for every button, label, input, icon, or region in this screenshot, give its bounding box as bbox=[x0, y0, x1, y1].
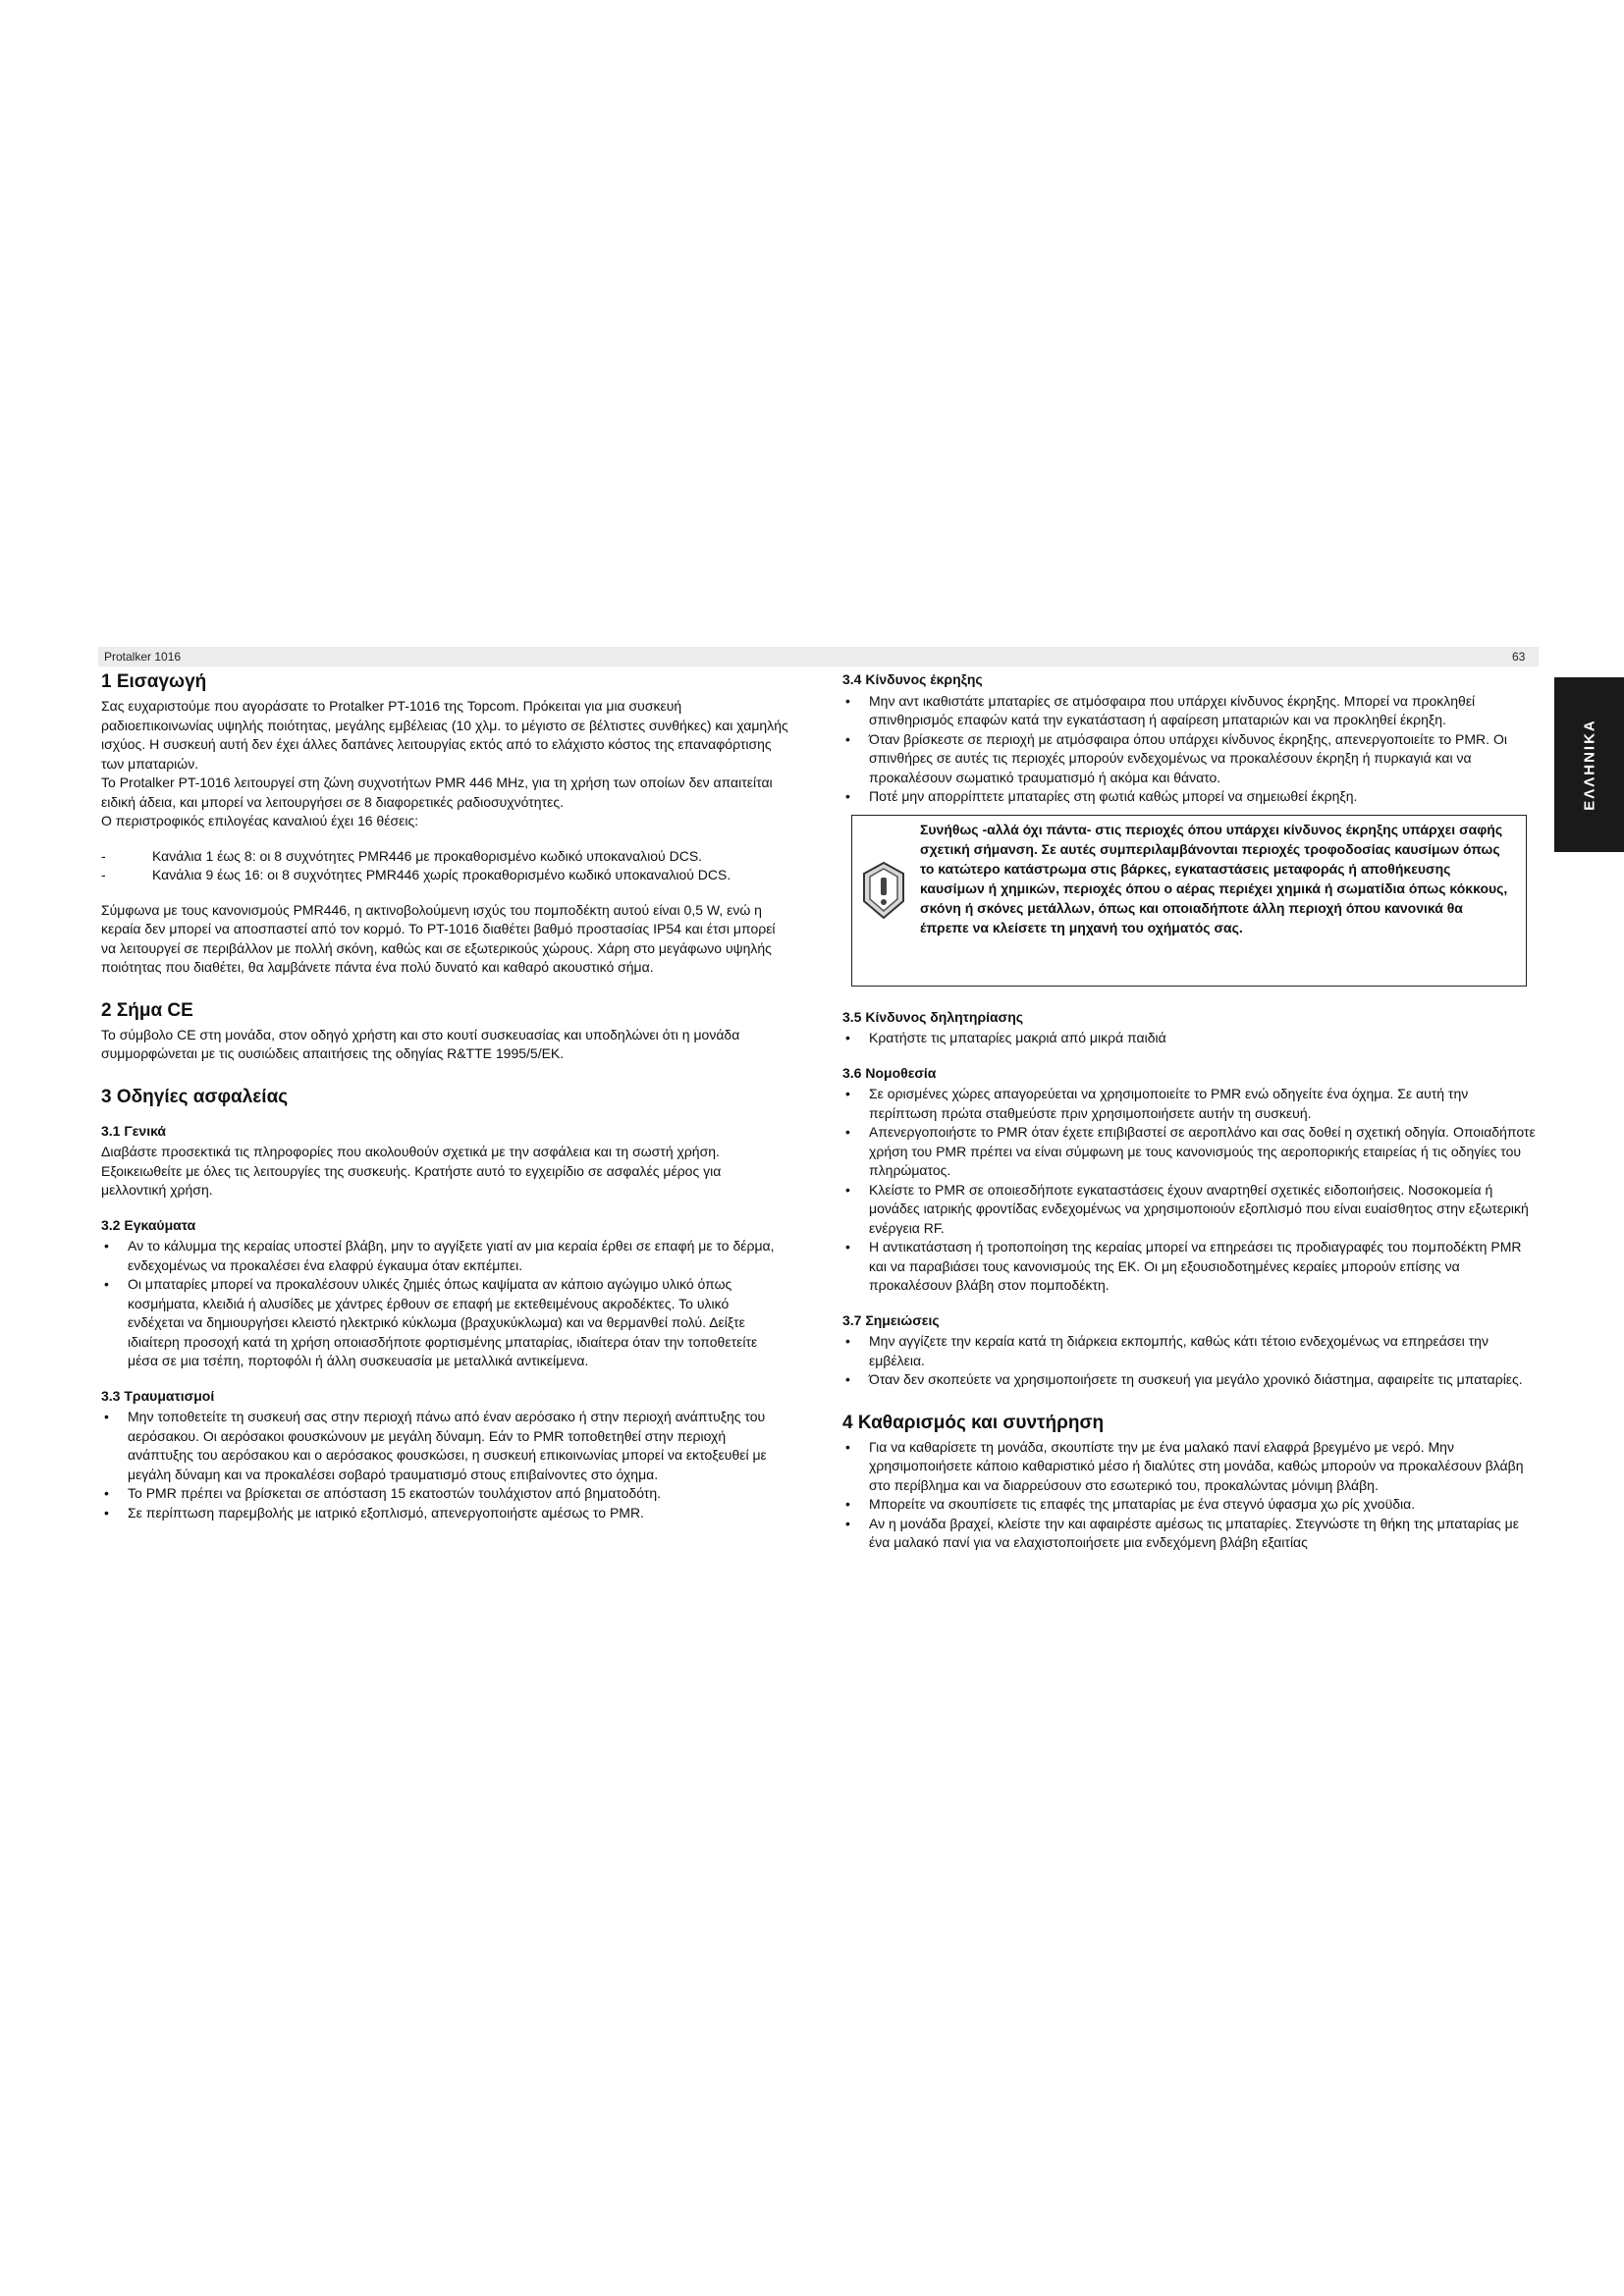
header-product: Protalker 1016 bbox=[104, 650, 182, 664]
section-3-5-title: 3.5 Κίνδυνος δηλητηρίασης bbox=[842, 1008, 1024, 1025]
bullet-marker: • bbox=[104, 1276, 109, 1292]
section-3-title: 3 Οδηγίες ασφαλείας bbox=[101, 1086, 289, 1107]
bullet-marker: • bbox=[845, 1496, 850, 1512]
ce-paragraph: Το σύμβολο CE στη μονάδα, στον οδηγό χρήστη και στο κουτί συσκευασίας και υποδηλώνει ότι η μονάδα συμμορφώνεται με τις ουσιώδεις απαιτήσεις της οδηγίας R&TTE 1995/5/ΕΚ. bbox=[101, 1026, 740, 1061]
section-4-title: 4 Καθαρισμός και συντήρηση bbox=[842, 1412, 1105, 1433]
bullet-marker: • bbox=[845, 1239, 850, 1255]
general-paragraph: Διαβάστε προσεκτικά τις πληροφορίες που ακολουθούν σχετικά με την ασφάλεια και τη σωστή χρήση. Εξοικειωθείτε με όλες τις λειτουργίες της συσκευής. Κρατήστε αυτό το εγχειρίδιο σε ασφαλές μέρος για μελλοντική χρήση. bbox=[101, 1144, 722, 1198]
bullet-marker: • bbox=[104, 1504, 109, 1521]
list-item: • Ποτέ μην απορρίπτετε μπαταρίες στη φωτιά καθώς μπορεί να σημειωθεί έκρηξη. bbox=[842, 787, 1538, 807]
burns-list bbox=[101, 1237, 788, 1371]
bullet-marker: • bbox=[845, 1030, 850, 1045]
bullet-marker: • bbox=[845, 1181, 850, 1198]
language-tab bbox=[1554, 677, 1624, 852]
bullet-marker: • bbox=[845, 1086, 850, 1101]
list-item: • Το PMR πρέπει να βρίσκεται σε απόσταση 15 εκατοστών τουλάχιστον από βηματοδότη. bbox=[101, 1484, 788, 1504]
warning-icon bbox=[860, 860, 907, 921]
channel-list bbox=[101, 847, 788, 885]
section-2-title: 2 Σήμα CE bbox=[101, 999, 193, 1021]
list-item: • Κλείστε το PMR σε οποιεσδήποτε εγκαταστάσεις έχουν αναρτηθεί σχετικές ειδοποιήσεις. Νοσοκομεία ή μονάδες ιατρικής φροντίδας ενδεχομένως να χρησιμοποιούν εξοπλισμό που είναι ευαίσθητος στην εξωτερική ενέργεια RF. bbox=[845, 1181, 1529, 1236]
list-item: • Όταν βρίσκεστε σε περιοχή με ατμόσφαιρα όπου υπάρχει κίνδυνος έκρηξης, απενεργοποιείτε το PMR. Οι σπινθήρες σε αυτές τις περιοχές μπορούν ενδεχομένως να προκαλέσουν έκρηξη ή πυρκαγιά και να προκαλέσουν σωματικό τραυματισμό ή ακόμα και θάνατο. bbox=[845, 730, 1507, 785]
list-item: • Απενεργοποιήστε το PMR όταν έχετε επιβιβαστεί σε αεροπλάνο και σας δοθεί η σχετική οδηγία. Οποιαδήποτε χρήση του PMR πρέπει να είναι σύμφωνη με τους κανονισμούς της αεροπορικής εταιρείας ή τις οδηγίες του πληρώματος. bbox=[845, 1124, 1536, 1178]
bullet-marker: • bbox=[845, 1438, 850, 1455]
list-item: - Κανάλια 1 έως 8: οι 8 συχνότητες PMR446 με προκαθορισμένο κωδικό υποκαναλιού DCS. bbox=[101, 847, 788, 867]
section-3-2-title: 3.2 Εγκαύματα bbox=[101, 1216, 196, 1233]
list-item: • Η αντικατάσταση ή τροποποίηση της κεραίας μπορεί να επηρεάσει τις προδιαγραφές του πομποδέκτη PMR και να παραβιάσει τους κανονισμούς της ΕΚ. Οι μη εξουσιοδοτημένες κεραίες μπορούν επίσης να προκαλέσουν βλάβη στον πομποδέκτη. bbox=[845, 1239, 1522, 1293]
dash-marker: - bbox=[101, 847, 106, 864]
bullet-marker: • bbox=[845, 692, 850, 709]
list-item: • Όταν δεν σκοπεύετε να χρησιμοποιήσετε τη συσκευή για μεγάλο χρονικό διάστημα, αφαιρείτε τις μπαταρίες. bbox=[842, 1370, 1538, 1390]
dash-marker: - bbox=[101, 867, 106, 882]
bullet-marker: • bbox=[845, 1124, 850, 1140]
explosion-list bbox=[842, 692, 1538, 807]
intro-paragraph-1: Σας ευχαριστούμε που αγοράσατε το Protalker PT-1016 της Topcom. Πρόκειται για μια συσκευή ραδιοεπικοινωνίας υψηλής ποιότητας, μεγάλης εμβέλειας (10 χλμ. το μέγιστο σε βέλτιστες συνθήκες) και χαμηλής ισχύος. Η συσκευή αυτή δεν έχει άλλες δαπάνες λειτουργίας εκτός από το ελάχιστο κόστος της επαναφόρτισης των μπαταριών. bbox=[101, 698, 788, 772]
section-3-7-title: 3.7 Σημειώσεις bbox=[842, 1311, 940, 1328]
list-item: • Για να καθαρίσετε τη μονάδα, σκουπίστε την με ένα μαλακό πανί ελαφρά βρεγμένο με νερό. Μην χρησιμοποιήσετε κάποιο καθαριστικό μέσο ή διαλύτες στη μονάδα, καθώς μπορούν να προκαλέσουν βλάβη στο περίβλημα και να διαρρεύσουν στο εσωτερικό του, προκαλώντας μόνιμη βλάβη. bbox=[845, 1438, 1524, 1493]
bullet-marker: • bbox=[845, 1371, 850, 1387]
section-3-1-title: 3.1 Γενικά bbox=[101, 1122, 167, 1139]
section-3-6-title: 3.6 Νομοθεσία bbox=[842, 1064, 937, 1081]
bullet-marker: • bbox=[845, 788, 850, 804]
cleaning-list bbox=[842, 1438, 1538, 1553]
notes-list bbox=[842, 1332, 1538, 1390]
left-column bbox=[101, 670, 788, 1522]
injuries-list bbox=[101, 1408, 788, 1522]
list-item: • Μην τοποθετείτε τη συσκευή σας στην περιοχή πάνω από έναν αερόσακο ή στην περιοχή ανάπτυξης του αερόσακου. Οι αερόσακοι φουσκώνουν με μεγάλη δύναμη. Εάν το PMR τοποθετηθεί στην περιοχή ανάπτυξης του αερόσακου και ο αερόσακος φουσκώσει, η συσκευή επικοινωνίας μπορεί να εκτοξευθεί με μεγάλη δύναμη και να προκαλέσει σοβαρό τραυματισμό στους επιβαίνοντες στο όχημα. bbox=[104, 1409, 767, 1482]
list-item: • Κρατήστε τις μπαταρίες μακριά από μικρά παιδιά bbox=[842, 1029, 1538, 1048]
bullet-marker: • bbox=[104, 1238, 109, 1254]
list-item: • Μπορείτε να σκουπίσετε τις επαφές της μπαταρίας με ένα στεγνό ύφασμα χω ρίς χνοϋδια. bbox=[842, 1495, 1538, 1515]
page-number: 63 bbox=[1512, 650, 1526, 664]
list-item: • Σε περίπτωση παρεμβολής με ιατρικό εξοπλισμό, απενεργοποιήστε αμέσως το PMR. bbox=[101, 1504, 788, 1523]
intro-paragraph-3: Ο περιστροφικός επιλογέας καναλιού έχει 16 θέσεις: bbox=[101, 813, 419, 828]
intro-paragraph-2: Το Protalker PT-1016 λειτουργεί στη ζώνη συχνοτήτων PMR 446 MHz, για τη χρήση των οποίων δεν απαιτείται ειδική άδεια, και μπορεί να λειτουργήσει σε 8 διαφορετικές ραδιοσυχνότητες. bbox=[101, 774, 773, 810]
list-item: - Κανάλια 9 έως 16: οι 8 συχνότητες PMR446 χωρίς προκαθορισμένο κωδικό υποκαναλιού DCS. bbox=[101, 866, 788, 885]
language-tab-label: ΕΛΛΗΝΙΚΑ bbox=[1581, 719, 1597, 811]
poisoning-list bbox=[842, 1029, 1538, 1048]
section-1-title: 1 Εισαγωγή bbox=[101, 671, 207, 692]
intro-paragraph-4: Σύμφωνα με τους κανονισμούς PMR446, η ακτινοβολούμενη ισχύς του πομποδέκτη αυτού είναι 0,5 W, ενώ η κεραία δεν μπορεί να αποσπαστεί από τον κορμό. Το PT-1016 διαθέτει βαθμό προστασίας IP54 και έτσι μπορεί να λειτουργεί σε περιβάλλον με πολλή σκόνη, καθώς και σε εξωτερικούς χώρους. Χάρη στο μεγάφωνο υψηλής ποιότητας που διαθέτει, θα λαμβάνετε πάντα ένα πολύ δυνατό και καθαρό ακουστικό σήμα. bbox=[101, 901, 776, 975]
warning-text: Συνήθως -αλλά όχι πάντα- στις περιοχές όπου υπάρχει κίνδυνος έκρηξης υπάρχει σαφής σχετική σήμανση. Σε αυτές συμπεριλαμβάνονται περιοχές τροφοδοσίας καυσίμων όπως το κατώτερο κατάστρωμα στις βάρκες, εγκαταστάσεις μεταφοράς ή αποθήκευσης καυσίμων ή χημικών, περιοχές όπου ο αέρας περιέχει χημικά ή σωματίδια όπως κόκκους, σκόνη ή σκόνες μετάλλων, όπως και οποιαδήποτε άλλη περιοχή όπου κανονικά θα έπρεπε να κλείσετε τη μηχανή του οχήματός σας. bbox=[920, 821, 1508, 935]
list-item: • Αν το κάλυμμα της κεραίας υποστεί βλάβη, μην το αγγίξετε γιατί αν μια κεραία έρθει σε επαφή με το δέρμα, ενδεχομένως να προκαλέσει ένα ελαφρύ έγκαυμα όταν εκπέμπει. bbox=[104, 1238, 775, 1273]
warning-box bbox=[851, 815, 1527, 987]
bullet-marker: • bbox=[845, 1515, 850, 1531]
right-column bbox=[842, 670, 1538, 1553]
list-item: • Σε ορισμένες χώρες απαγορεύεται να χρησιμοποιείτε το PMR ενώ οδηγείτε ένα όχημα. Σε αυτή την περίπτωση πρώτα σταθμεύστε πριν χρησιμοποιήσετε αυτήν τη συσκευή. bbox=[845, 1086, 1469, 1121]
list-item: • Μην αντ ικαθιστάτε μπαταρίες σε ατμόσφαιρα που υπάρχει κίνδυνος έκρηξης. Μπορεί να προκληθεί σπινθηρισμός επαφών κατά την εγκατάσταση ή αφαίρεση μπαταριών και να προκληθεί έκρηξη. bbox=[845, 692, 1476, 727]
bullet-marker: • bbox=[845, 730, 850, 747]
bullet-marker: • bbox=[104, 1409, 109, 1424]
bullet-marker: • bbox=[845, 1333, 850, 1349]
section-3-3-title: 3.3 Τραυματισμοί bbox=[101, 1387, 215, 1404]
legislation-list bbox=[842, 1085, 1538, 1296]
bullet-marker: • bbox=[104, 1485, 109, 1501]
list-item: • Μην αγγίζετε την κεραία κατά τη διάρκεια εκπομπής, καθώς κάτι τέτοιο ενδεχομένως να επηρεάσει την εμβέλεια. bbox=[845, 1333, 1489, 1368]
header-bar bbox=[98, 647, 1539, 667]
list-item: • Οι μπαταρίες μπορεί να προκαλέσουν υλικές ζημιές όπως καψίματα αν κάποιο αγώγιμο υλικό όπως κοσμήματα, κλειδιά ή αλυσίδες με χάντρες έρθουν σε επαφή με εκτεθειμένους ακροδέκτες. Το υλικό ενδέχεται να δημιουργήσει κλειστό ηλεκτρικό κύκλωμα (βραχυκύκλωμα) και να θερμανθεί πολύ. Δείξτε ιδιαίτερη προσοχή κατά τη χρήση οποιασδήποτε φορτισμένης μπαταρίας, ιδιαίτερα όταν την τοποθετείτε μέσα σε μια τσέπη, πορτοφόλι ή άλλη συσκευασία με μεταλλικά αντικείμενα. bbox=[104, 1276, 758, 1368]
list-item: • Αν η μονάδα βραχεί, κλείστε την και αφαιρέστε αμέσως τις μπαταρίες. Στεγνώστε τη θήκη της μπαταρίας με ένα μαλακό πανί για να ελαχιστοποιήσετε μια ενδεχόμενη βλάβη εξαιτίας bbox=[845, 1515, 1519, 1550]
section-3-4-title: 3.4 Κίνδυνος έκρηξης bbox=[842, 671, 983, 687]
